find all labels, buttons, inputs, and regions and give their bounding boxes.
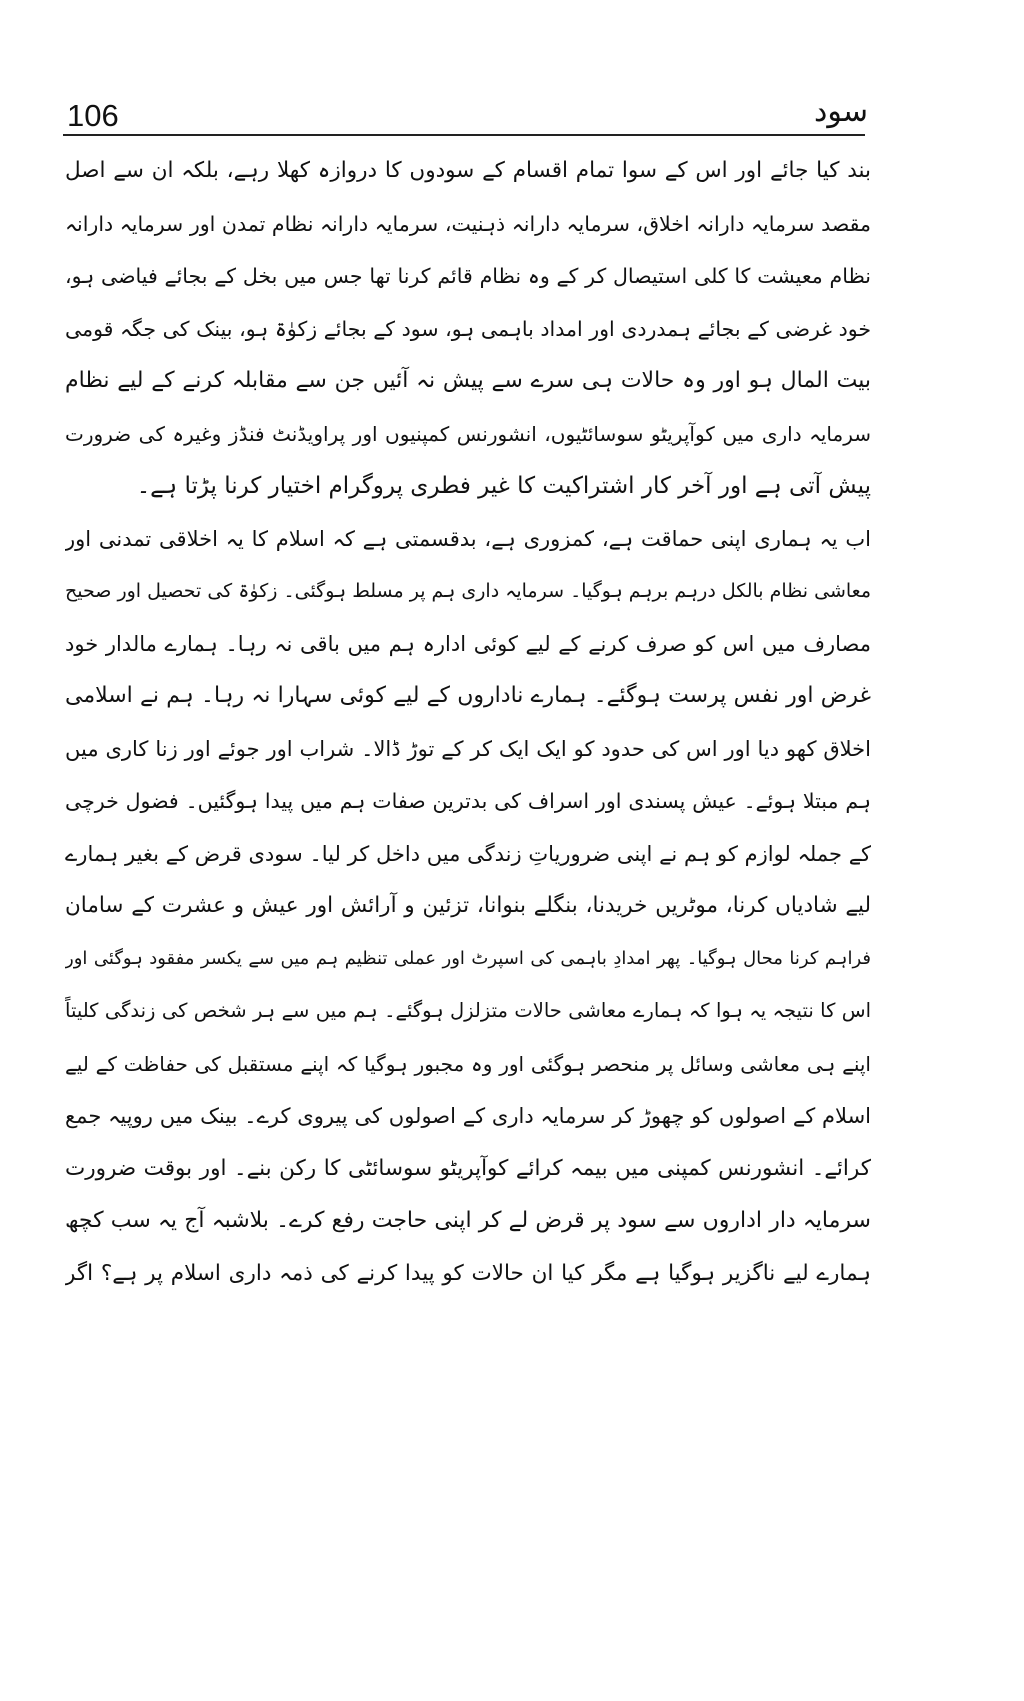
text-line: اسلام کے اصولوں کو چھوڑ کر سرمایہ داری کے اصولوں کی پیروی کرے۔ بینک میں روپیہ جمع [65, 1104, 871, 1128]
text-line: اخلاق کھو دیا اور اس کی حدود کو ایک ایک کر کے توڑ ڈالا۔ شراب اور جوئے اور زنا کاری میں [65, 736, 871, 761]
text-line: ہمارے لیے ناگزیر ہوگیا ہے مگر کیا ان حالات کو پیدا کرنے کی ذمہ داری اسلام پر ہے؟ اگر [65, 1260, 871, 1286]
text-line: لیے شادیاں کرنا، موٹریں خریدنا، بنگلے بنوانا، تزئین و آرائش اور عیش و عشرت کے سامان [65, 893, 871, 918]
page-number: 106 [67, 98, 119, 133]
text-line: کرائے۔ انشورنس کمپنی میں بیمہ کرائے کوآپریٹو سوسائٹی کا رکن بنے۔ اور بوقت ضرورت [65, 1155, 871, 1181]
text-line: پیش آتی ہے اور آخر کار اشتراکیت کا غیر فطری پروگرام اختیار کرنا پڑتا ہے۔ [136, 473, 871, 499]
text-line: اب یہ ہماری اپنی حماقت ہے، کمزوری ہے، بدقسمتی ہے کہ اسلام کا یہ اخلاقی تمدنی اور [65, 526, 871, 551]
text-line: کے جملہ لوازم کو ہم نے اپنی ضروریاتِ زندگی میں داخل کر لیا۔ سودی قرض کے بغیر ہمارے [65, 841, 871, 866]
body-text [65, 145, 871, 1300]
running-title: سود [814, 94, 868, 129]
text-line: اس کا نتیجہ یہ ہوا کہ ہمارے معاشی حالات متزلزل ہوگئے۔ ہم میں سے ہر شخص کی زندگی کلیتاً [65, 999, 871, 1022]
text-line: بند کیا جائے اور اس کے سوا تمام اقسام کے سودوں کا دروازہ کھلا رہے، بلکہ ان سے اصل [65, 158, 871, 183]
paragraph-2 [65, 513, 871, 1301]
text-line: نظام معیشت کا کلی استیصال کر کے وہ نظام قائم کرنا تھا جس میں بخل کے بجائے فیاضی ہو، [65, 264, 871, 288]
text-line: مصارف میں اس کو صرف کرنے کے لیے کوئی ادارہ ہم میں باقی نہ رہا۔ ہمارے مالدار خود [65, 631, 871, 656]
text-line: مقصد سرمایہ دارانہ اخلاق، سرمایہ دارانہ ذہنیت، سرمایہ دارانہ نظام تمدن اور سرمایہ دارانہ [65, 211, 871, 236]
text-line: ہم مبتلا ہوئے۔ عیش پسندی اور اسراف کی بدترین صفات ہم میں پیدا ہوگئیں۔ فضول خرچی [65, 789, 871, 813]
text-line: خود غرضی کے بجائے ہمدردی اور امداد باہمی ہو، سود کے بجائے زکوٰۃ ہو، بینک کی جگہ قومی [65, 316, 871, 341]
paragraph-1 [65, 145, 871, 513]
text-line: سرمایہ داری میں کوآپریٹو سوسائٹیوں، انشورنس کمپنیوں اور پراویڈنٹ فنڈز وغیرہ کی ضرورت [65, 421, 871, 446]
text-line: معاشی نظام بالکل درہم برہم ہوگیا۔ سرمایہ داری ہم پر مسلط ہوگئی۔ زکوٰۃ کی تحصیل اور صحیح [65, 580, 871, 602]
text-line: اپنے ہی معاشی وسائل پر منحصر ہوگئی اور وہ مجبور ہوگیا کہ اپنے مستقبل کی حفاظت کے لیے [65, 1051, 871, 1076]
text-line: غرض اور نفس پرست ہوگئے۔ ہمارے ناداروں کے لیے کوئی سہارا نہ رہا۔ ہم نے اسلامی [65, 683, 871, 708]
text-line: سرمایہ دار اداروں سے سود پر قرض لے کر اپنی حاجت رفع کرے۔ بلاشبہ آج یہ سب کچھ [65, 1208, 871, 1233]
text-line: فراہم کرنا محال ہوگیا۔ پھر امدادِ باہمی کی اسپرٹ اور عملی تنظیم ہم میں سے یکسر مفقود ہوگئی اور [65, 947, 871, 969]
text-line: بیت المال ہو اور وہ حالات ہی سرے سے پیش نہ آئیں جن سے مقابلہ کرنے کے لیے نظام [65, 368, 871, 393]
header-rule [63, 134, 865, 136]
